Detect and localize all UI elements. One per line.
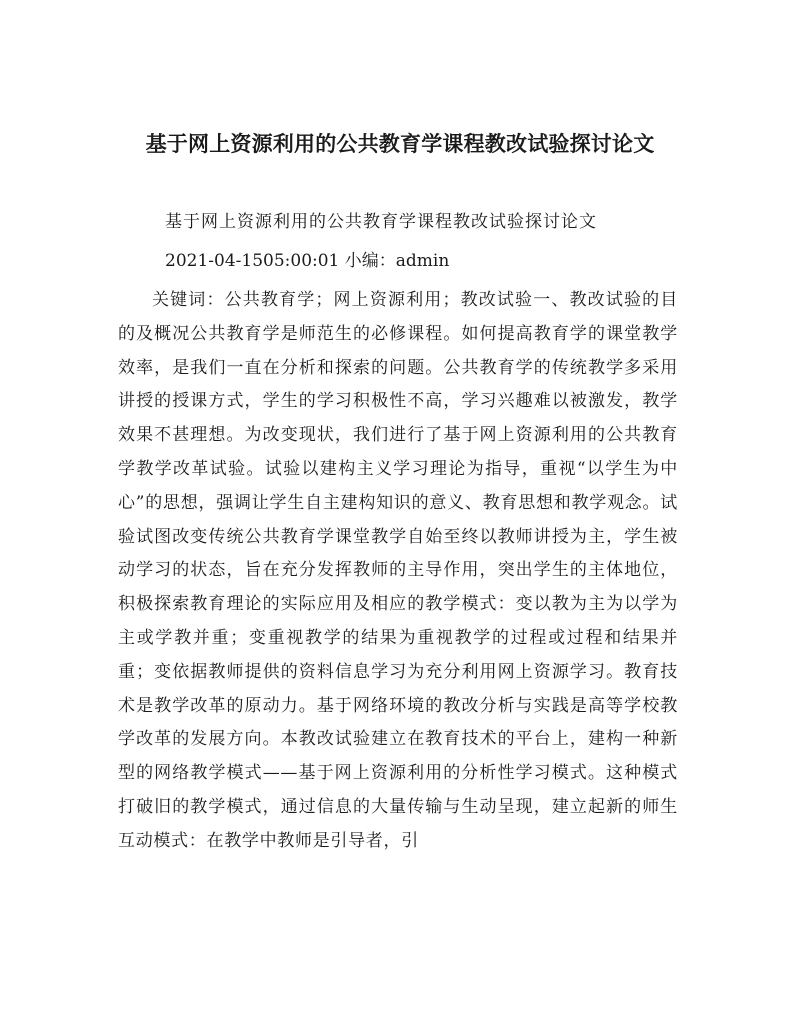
article-body: 关键词：公共教育学；网上资源利用；教改试验一、教改试验的目的及概况公共教育学是师范生的必修课程。如何提高教育学的课堂教学效率，是我们一直在分析和探索的问题。公共教育学的传统教学多采用讲授的授课方式，学生的学习积极性不高，学习兴趣难以被激发，教学效果不甚理想。为改变现状，我们进行了基于网上资源利用的公共教育学教学改革试验。试验以建构主义学习理论为指导，重视“以学生为中心”的思想，强调让学生自主建构知识的意义、教育思想和教学观念。试验试图改变传统公共教育学课堂教学自始至终以教师讲授为主，学生被动学习的状态，旨在充分发挥教师的主导作用，突出学生的主体地位，积极探索教育理论的实际应用及相应的教学模式：变以教为主为以学为主或学教并重；变重视教学的结果为重视教学的过程或过程和结果并重；变依据教师提供的资料信息学习为充分利用网上资源学习。教育技术是教学改革的原动力。基于网络环境的教改分析与实践是高等学校教学改革的发展方向。本教改试验建立在教育技术的平台上，建构一种新型的网络教学模式——基于网上资源利用的分析性学习模式。这种模式打破旧的教学模式，通过信息的大量传输与生动呈现，建立起新的师生互动模式：在教学中教师是引导者，引 bbox=[118, 290, 678, 851]
document-subtitle: 基于网上资源利用的公共教育学课程教改试验探讨论文 bbox=[165, 212, 597, 232]
document-title: 基于网上资源利用的公共教育学课程教改试验探讨论文 bbox=[145, 132, 655, 156]
publish-meta: 2021-04-1505:00:01 小编：admin bbox=[165, 251, 450, 271]
